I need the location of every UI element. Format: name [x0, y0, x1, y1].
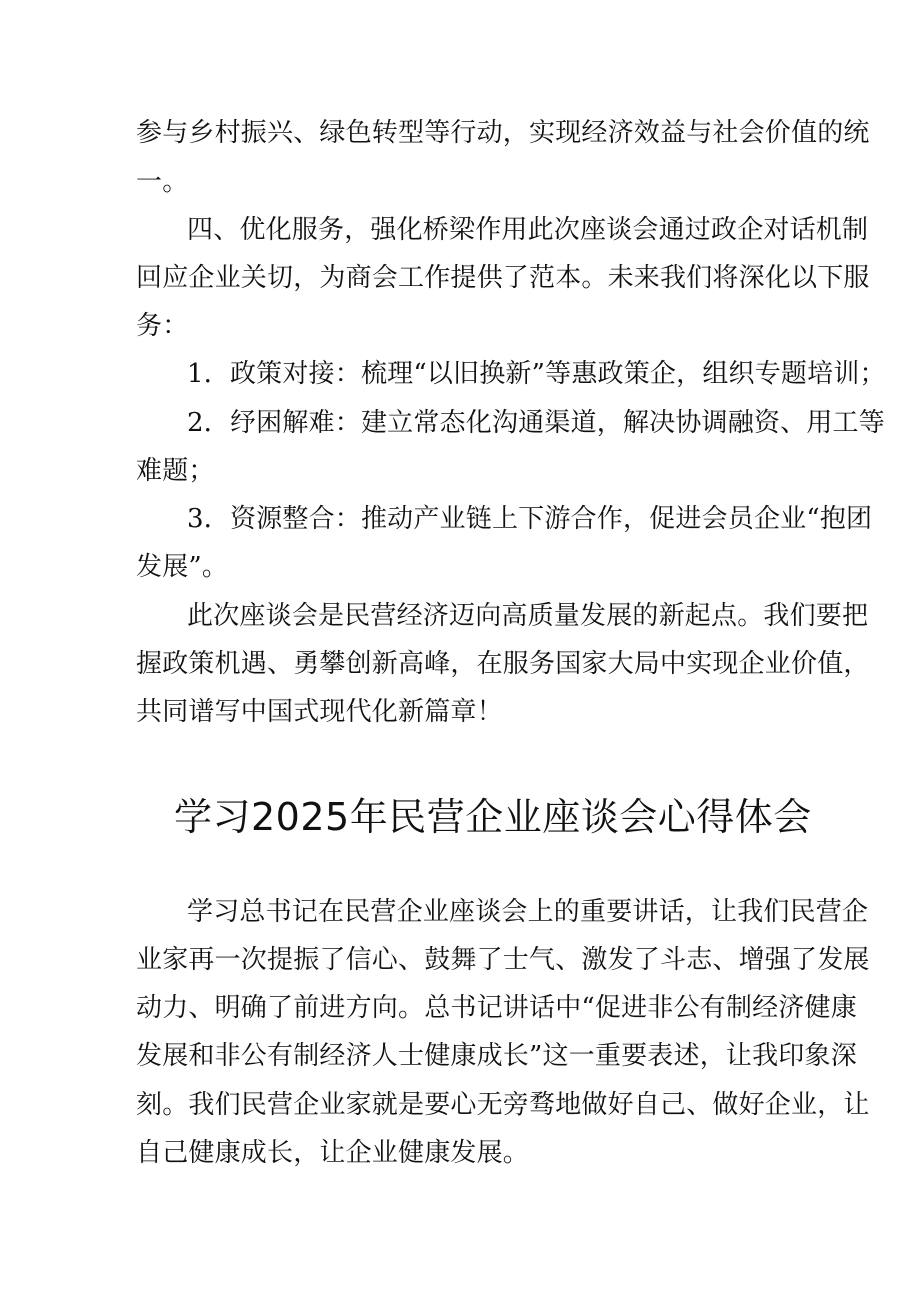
paragraph-line: 一。: [136, 167, 189, 197]
list-item-line: 3．资源整合：推动产业链上下游合作，促进会员企业“抱团: [187, 504, 873, 534]
paragraph-line: 参与乡村振兴、绿色转型等行动，实现经济效益与社会价值的统: [136, 118, 870, 148]
paragraph-line: 动力、明确了前进方向。总书记讲话中“促进非公有制经济健康: [136, 993, 857, 1023]
list-item-line: 难题；: [136, 456, 215, 486]
section-heading-line: 四、优化服务，强化桥梁作用此次座谈会通过政企对话机制: [187, 215, 869, 245]
paragraph-line: 回应企业关切，为商会工作提供了范本。未来我们将深化以下服: [136, 263, 870, 293]
paragraph-line: 此次座谈会是民营经济迈向高质量发展的新起点。我们要把: [187, 601, 869, 631]
paragraph-line: 共同谱写中国式现代化新篇章！: [136, 697, 503, 727]
article-title: 学习2025年民营企业座谈会心得体会: [174, 795, 812, 839]
paragraph-line: 务：: [136, 311, 189, 341]
paragraph-line: 学习总书记在民营企业座谈会上的重要讲话，让我们民营企: [187, 897, 869, 927]
paragraph-line: 发展和非公有制经济人士健康成长”这一重要表述，让我印象深: [136, 1041, 857, 1071]
list-item-line: 1．政策对接：梳理“以旧换新”等惠政策企，组织专题培训；: [187, 359, 886, 389]
paragraph-line: 业家再一次提振了信心、鼓舞了士气、激发了斗志、增强了发展: [136, 945, 870, 975]
paragraph-line: 握政策机遇、勇攀创新高峰，在服务国家大局中实现企业价值，: [136, 649, 870, 679]
paragraph-line: 自己健康成长，让企业健康发展。: [136, 1138, 530, 1168]
list-item-line: 发展”。: [136, 552, 229, 582]
list-item-line: 2．纾困解难：建立常态化沟通渠道，解决协调融资、用工等: [187, 408, 885, 438]
paragraph-line: 刻。我们民营企业家就是要心无旁骛地做好自己、做好企业，让: [136, 1090, 870, 1120]
